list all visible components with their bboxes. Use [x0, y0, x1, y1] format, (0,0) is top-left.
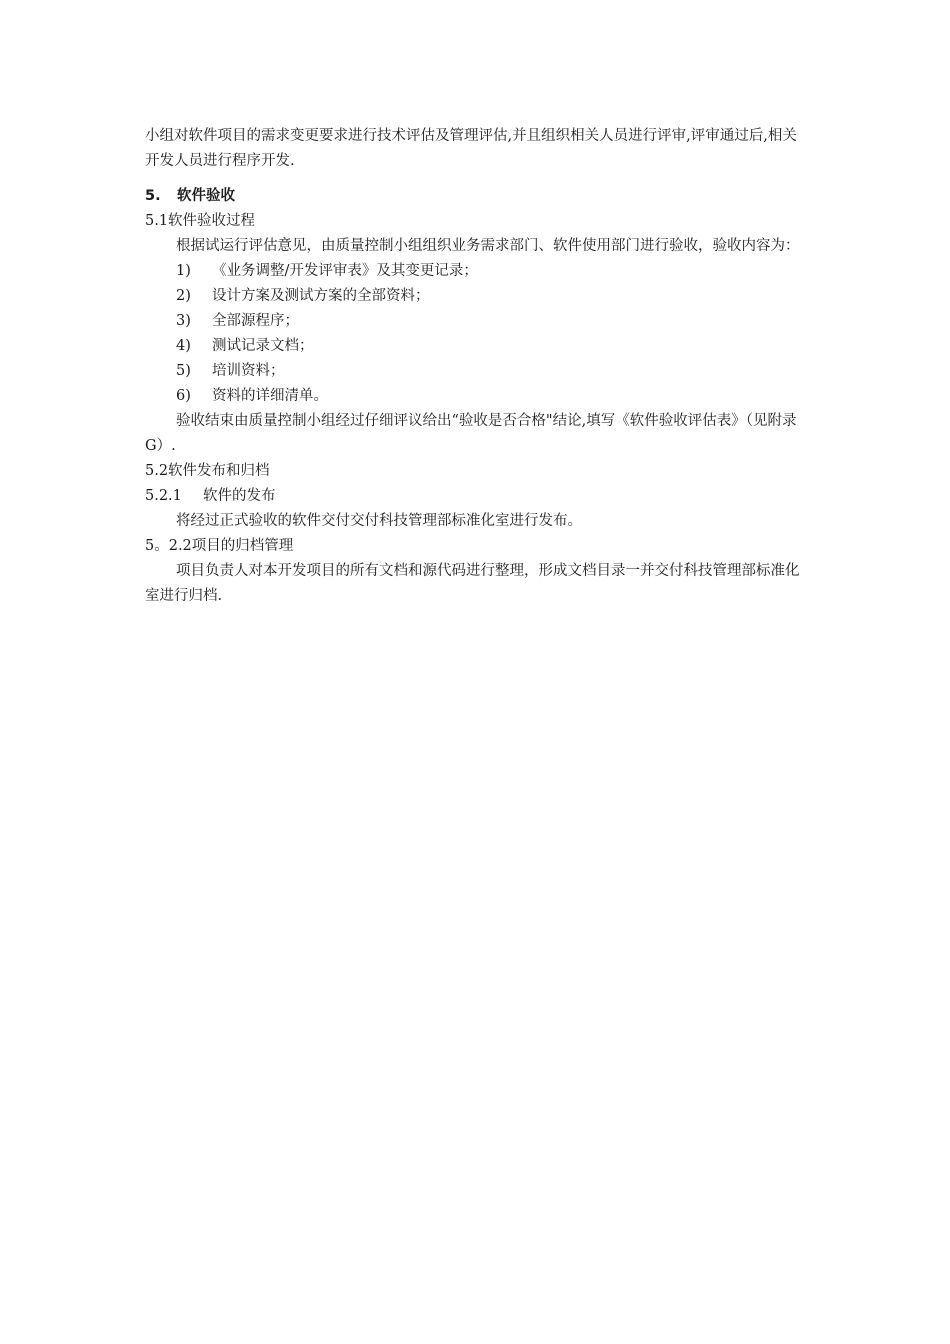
- section-5-2-1-number: 5.2.1: [145, 488, 182, 504]
- section-5-1-paragraph: 根据试运行评估意见，由质量控制小组组织业务需求部门、软件使用部门进行验收，验收内容为：: [176, 238, 800, 254]
- intro-paragraph: 小组对软件项目的需求变更要求进行技术评估及管理评估,并且组织相关人员进行评审,评审通过后,相关开发人员进行程序开发.: [145, 128, 797, 169]
- section-5-2-title: 5.2软件发布和归档: [145, 463, 270, 479]
- list-item: [145, 384, 810, 409]
- list-item: [145, 359, 810, 384]
- section-5-2-1-paragraph: 将经过正式验收的软件交付交付科技管理部标准化室进行发布。: [176, 513, 582, 529]
- document-page: [145, 124, 810, 609]
- section-5-2-2-title: 5。2.2项目的归档管理: [145, 538, 294, 554]
- list-item-text: 测试记录文档；: [212, 338, 314, 354]
- section-5-1-title: 5.1软件验收过程: [145, 213, 256, 229]
- section-5-title: 软件验收: [177, 188, 235, 204]
- section-5-2-2-paragraph: 项目负责人对本开发项目的所有文档和源代码进行整理，形成文档目录一并交付科技管理部标准化室进行归档.: [145, 563, 800, 604]
- list-item-text: 《业务调整/开发评审表》及其变更记录；: [212, 263, 478, 279]
- list-item-number: 6): [176, 388, 191, 404]
- list-item: [145, 309, 810, 334]
- list-item-text: 培训资料；: [212, 363, 285, 379]
- list-item-text: 全部源程序；: [212, 313, 299, 329]
- list-item-text: 资料的详细清单。: [212, 388, 328, 404]
- list-item: [145, 284, 810, 309]
- list-item: [145, 334, 810, 359]
- list-item-number: 2): [176, 288, 191, 304]
- section-5-1-conclusion: 验收结束由质量控制小组经过仔细评议给出“验收是否合格"结论,填写《软件验收评估表》（见附录G）.: [145, 413, 797, 454]
- list-item-number: 3): [176, 313, 191, 329]
- section-5-heading: [145, 184, 810, 209]
- list-item-number: 1): [176, 263, 191, 279]
- section-5-2-1-title: 软件的发布: [203, 488, 276, 504]
- list-item: [145, 259, 810, 284]
- section-5-number: 5.: [145, 188, 161, 204]
- list-item-number: 4): [176, 338, 191, 354]
- list-item-number: 5): [176, 363, 191, 379]
- list-item-text: 设计方案及测试方案的全部资料；: [212, 288, 430, 304]
- section-5-2-1-heading: [145, 484, 810, 509]
